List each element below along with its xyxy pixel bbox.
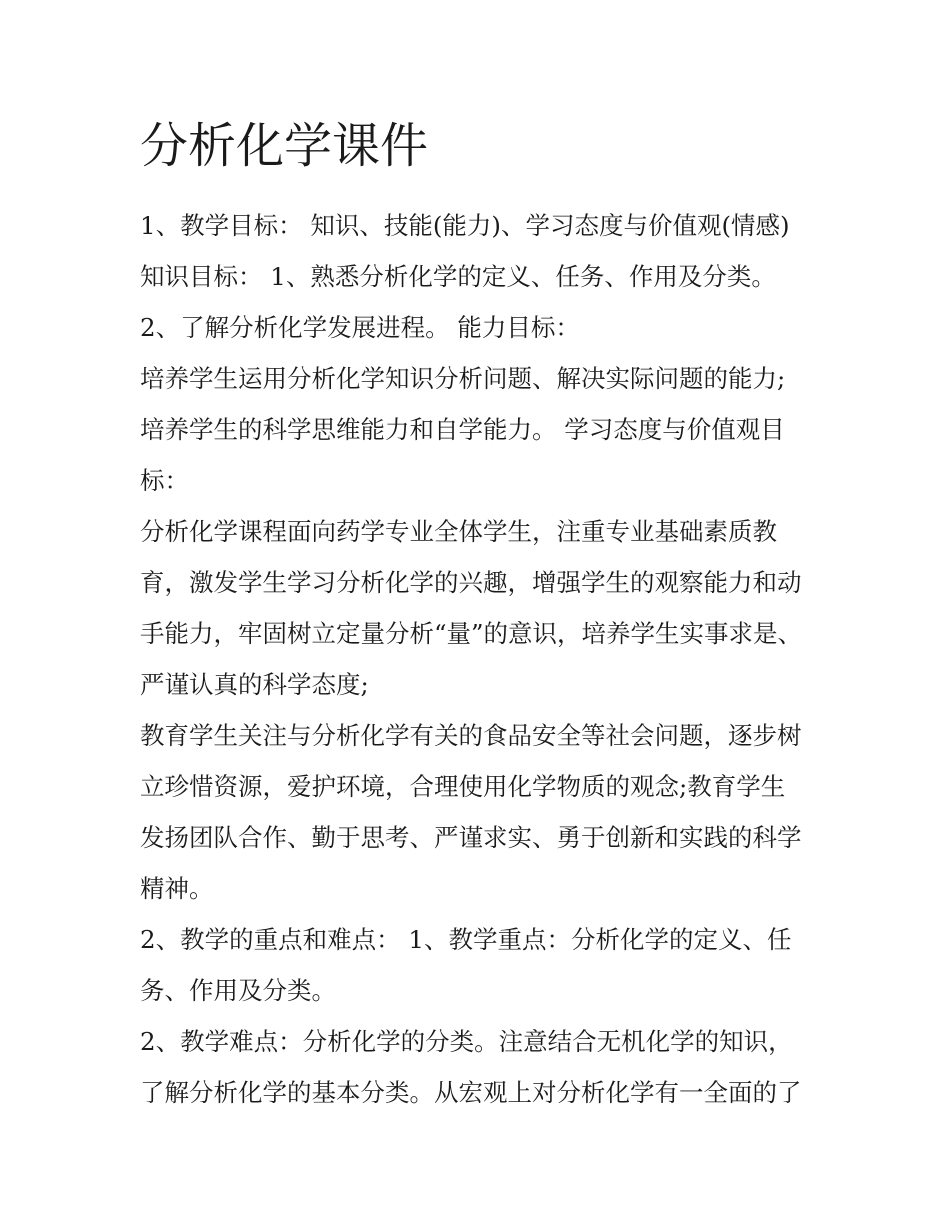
page-title: 分析化学课件 [140,118,429,174]
text-line: 严谨认真的科学态度; [140,670,369,699]
text-line: 知识目标： 1、熟悉分析化学的定义、任务、作用及分类。 [140,262,776,291]
text-line: 培养学生的科学思维能力和自学能力。 学习态度与价值观目 [140,415,785,444]
text-line: 发扬团队合作、勤于思考、严谨求实、勇于创新和实践的科学 [140,823,802,852]
text-line: 培养学生运用分析化学知识分析问题、解决实际问题的能力; [140,364,786,393]
text-line: 了解分析化学的基本分类。从宏观上对分析化学有一全面的了 [140,1078,802,1107]
text-line: 1、教学目标： 知识、技能(能力)、学习态度与价值观(情感) [140,211,790,240]
text-line: 教育学生关注与分析化学有关的食品安全等社会问题，逐步树 [140,721,802,750]
text-line: 标： [140,466,189,495]
text-line: 立珍惜资源，爱护环境，合理使用化学物质的观念;教育学生 [140,772,786,801]
text-line: 精神。 [140,874,214,903]
text-line: 手能力，牢固树立定量分析“量”的意识，培养学生实事求是、 [140,619,803,648]
text-line: 2、教学难点：分析化学的分类。注意结合无机化学的知识， [140,1027,793,1056]
text-line: 2、教学的重点和难点： 1、教学重点：分析化学的定义、任 [140,925,792,954]
text-line: 2、了解分析化学发展进程。 能力目标： [140,313,580,342]
text-line: 务、作用及分类。 [140,976,336,1005]
text-line: 分析化学课程面向药学专业全体学生，注重专业基础素质教 [140,517,777,546]
text-line: 育，激发学生学习分析化学的兴趣，增强学生的观察能力和动 [140,568,802,597]
document-body [140,200,820,1118]
